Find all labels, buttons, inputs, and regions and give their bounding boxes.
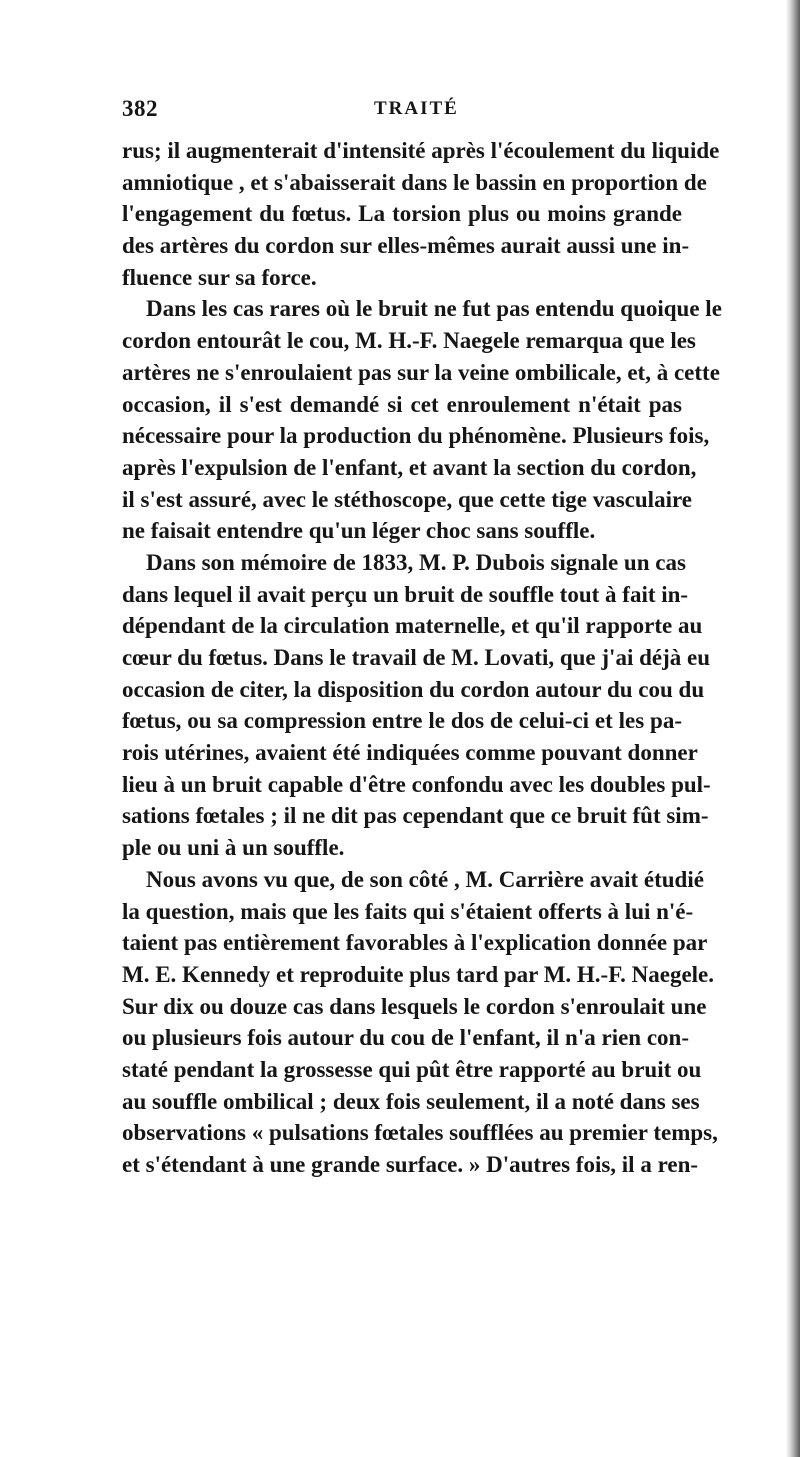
running-head: TRAITÉ xyxy=(374,98,459,119)
text-line: cordon entourât le cou, M. H.-F. Naegele remarqua que les xyxy=(122,328,696,354)
text-line: amniotique , et s'abaisserait dans le bassin en proportion de xyxy=(122,169,707,195)
text-line: observations « pulsations fœtales soufflées au premier temps, xyxy=(122,1120,718,1146)
text-line: lieu à un bruit capable d'être confondu avec les doubles pul- xyxy=(122,771,711,797)
text-line: ou plusieurs fois autour du cou de l'enfant, il n'a rien con- xyxy=(122,1025,689,1051)
text-line: ple ou uni à un souffle. xyxy=(122,835,345,861)
text-line: au souffle ombilical ; deux fois seulement, il a noté dans ses xyxy=(122,1088,700,1114)
text-line: fœtus, ou sa compression entre le dos de celui-ci et les pa- xyxy=(122,708,682,734)
text-line: taient pas entièrement favorables à l'explication donnée par xyxy=(122,930,708,956)
paragraph-first-line: Nous avons vu que, de son côté , M. Carrière avait étudié xyxy=(146,866,704,892)
text-line: sations fœtales ; il ne dit pas cependant que ce bruit fût sim- xyxy=(122,803,709,829)
text-line: des artères du cordon sur elles-mêmes aurait aussi une in- xyxy=(122,233,690,259)
text-line: la question, mais que les faits qui s'étaient offerts à lui n'é- xyxy=(122,898,694,924)
paragraph-first-line: Dans son mémoire de 1833, M. P. Dubois signale un cas xyxy=(146,549,686,575)
text-line: artères ne s'enroulaient pas sur la veine ombilicale, et, à cette xyxy=(122,359,720,385)
text-line: dépendant de la circulation maternelle, et qu'il rapporte au xyxy=(122,613,703,639)
text-line: ne faisait entendre qu'un léger choc sans souffle. xyxy=(122,518,596,544)
page-edge-shadow xyxy=(786,0,800,1457)
text-line: dans lequel il avait perçu un bruit de souffle tout à fait in- xyxy=(122,581,689,607)
text-line: fluence sur sa force. xyxy=(122,264,317,290)
text-line: l'engagement du fœtus. La torsion plus ou moins grande xyxy=(122,201,682,227)
text-line: staté pendant la grossesse qui pût être rapporté au bruit ou xyxy=(122,1056,702,1082)
text-line: M. E. Kennedy et reproduite plus tard par M. H.-F. Naegele. xyxy=(122,961,715,987)
text-line: occasion, il s'est demandé si cet enroulement n'était pas xyxy=(122,391,682,417)
paragraph-first-line: Dans les cas rares où le bruit ne fut pas entendu quoique le xyxy=(146,296,722,322)
text-line: et s'étendant à une grande surface. » D'autres fois, il a ren- xyxy=(122,1152,699,1177)
text-line: Sur dix ou douze cas dans lesquels le cordon s'enroulait une xyxy=(122,993,707,1019)
text-line: nécessaire pour la production du phénomène. Plusieurs fois, xyxy=(122,423,710,449)
text-line: après l'expulsion de l'enfant, et avant la section du cordon, xyxy=(122,454,697,480)
text-line: il s'est assuré, avec le stéthoscope, que cette tige vasculaire xyxy=(122,486,692,512)
page-header xyxy=(122,96,682,130)
text-line: occasion de citer, la disposition du cordon autour du cou du xyxy=(122,676,705,702)
text-line: cœur du fœtus. Dans le travail de M. Lovati, que j'ai déjà eu xyxy=(122,645,710,670)
text-line: rus; il augmenterait d'intensité après l'écoulement du liquide xyxy=(122,138,720,163)
page-number: 382 xyxy=(122,96,158,121)
body-text xyxy=(122,135,722,1181)
text-line: rois utérines, avaient été indiquées comme pouvant donner xyxy=(122,740,698,766)
